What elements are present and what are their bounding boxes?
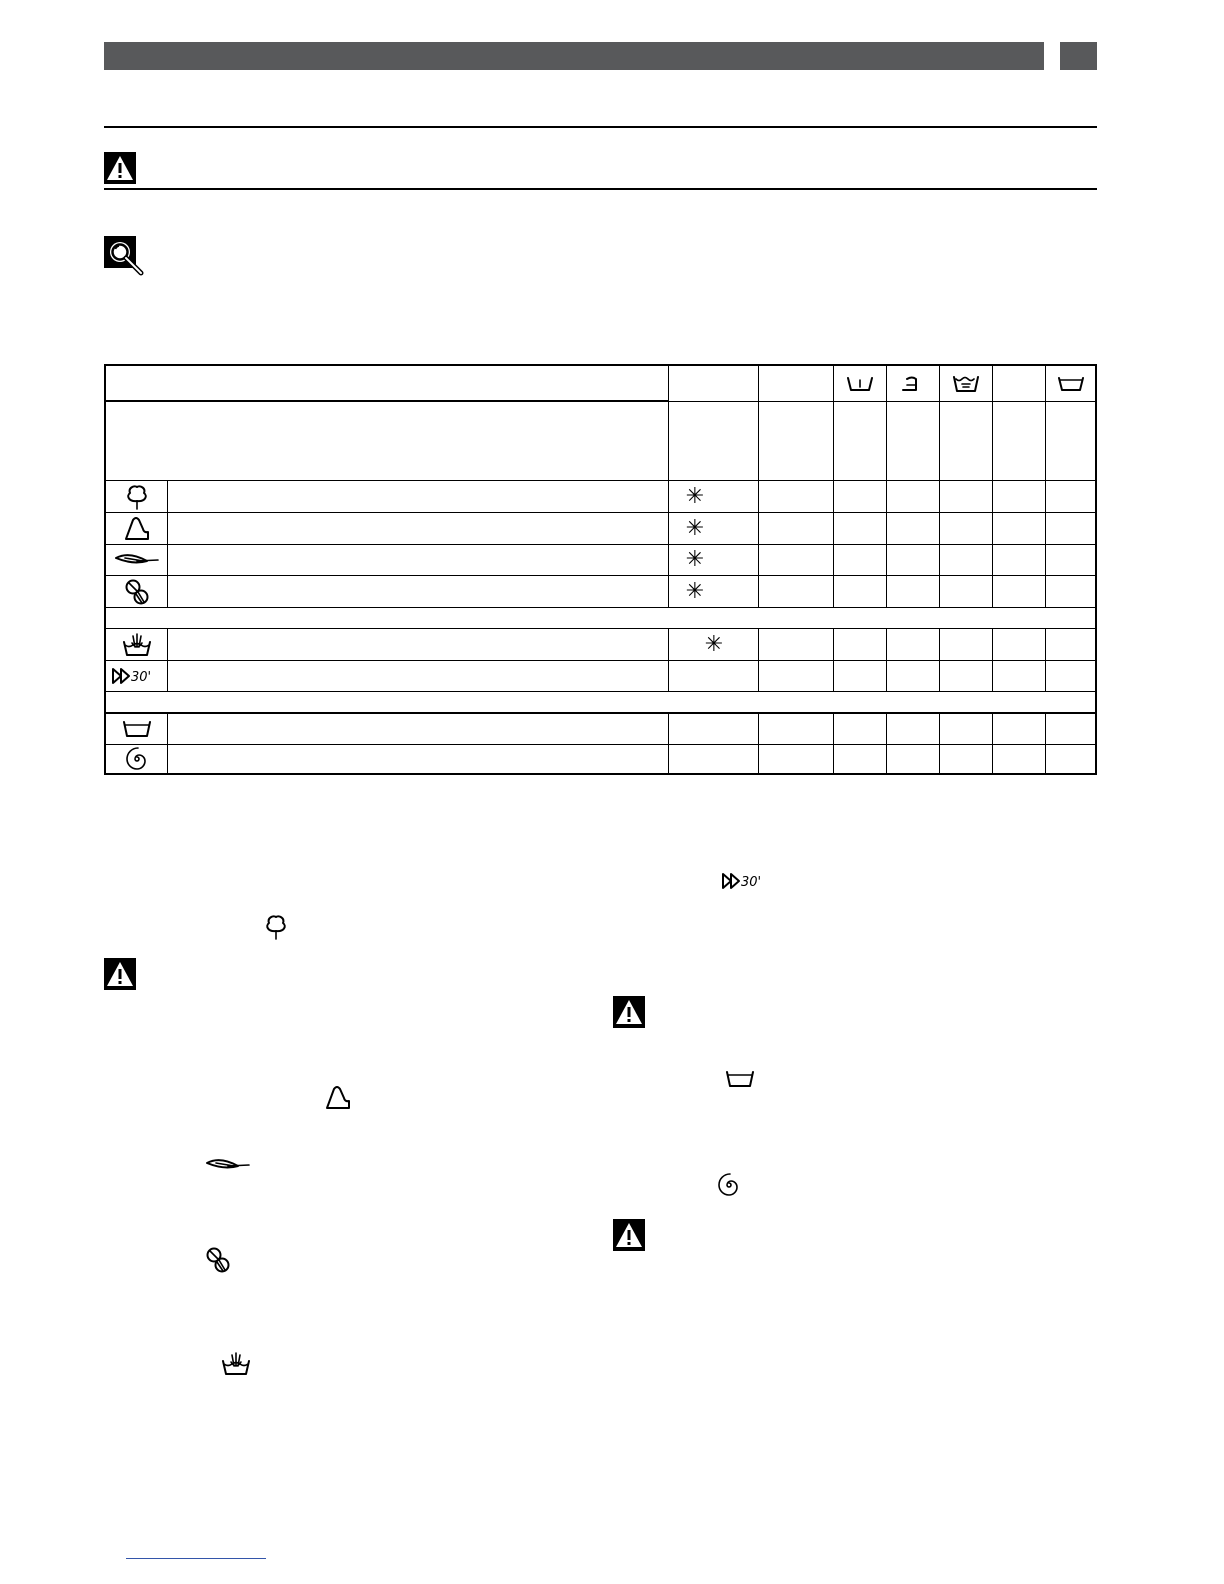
- table-rule: [939, 628, 940, 691]
- wool-star-mark: ✳: [685, 578, 705, 604]
- hand-wash-icon: [222, 1352, 250, 1376]
- table-rule: [833, 712, 834, 773]
- synthetics-icon: [106, 513, 167, 544]
- page-number-tab: [1060, 42, 1097, 70]
- table-rule: [758, 366, 759, 607]
- warning-triangle-icon: [613, 996, 645, 1028]
- table-rule: [758, 712, 759, 773]
- table-rule: [167, 480, 168, 607]
- magnifier-icon: [104, 236, 144, 276]
- table-rule: [167, 712, 168, 773]
- delicates-feather-icon: [206, 1158, 250, 1172]
- synthetics-icon: [325, 1086, 351, 1110]
- table-rule: [106, 512, 1095, 513]
- footnote-rule: [126, 1558, 266, 1559]
- table-rule: [1045, 366, 1046, 607]
- warning-triangle-icon: [104, 152, 136, 184]
- table-rule: [106, 628, 1095, 629]
- wool-ball-icon: [205, 1246, 231, 1274]
- quick-30-label: 30': [130, 670, 151, 685]
- wash-tub-icon: [834, 366, 886, 401]
- cotton-star-mark: ✳: [685, 483, 705, 509]
- table-rule: [106, 400, 668, 402]
- table-rule: [886, 712, 887, 773]
- table-rule: [668, 712, 669, 773]
- prewash-icon: [887, 366, 939, 401]
- rinse-tub-icon: [726, 1070, 754, 1088]
- table-rule: [939, 712, 940, 773]
- table-rule: [167, 628, 168, 691]
- quick-30-icon: [106, 661, 167, 691]
- rinse-tub-icon: [106, 713, 167, 744]
- quick-30-icon: [722, 873, 772, 889]
- section-rule-top: [104, 126, 1097, 128]
- synthetics-star-mark: ✳: [685, 515, 705, 541]
- table-rule: [106, 712, 1095, 714]
- table-rule: [992, 628, 993, 691]
- table-rule: [939, 366, 940, 607]
- spin-spiral-icon: [717, 1173, 741, 1197]
- table-rule: [992, 366, 993, 607]
- table-rule: [668, 628, 669, 691]
- table-rule: [106, 660, 1095, 661]
- spin-spiral-icon: [106, 745, 167, 773]
- table-rule: [668, 401, 1095, 402]
- quick-30-label: 30': [741, 875, 762, 890]
- table-rule: [833, 366, 834, 607]
- table-rule: [106, 480, 1095, 481]
- section-rule-bottom: [104, 188, 1097, 190]
- table-rule: [106, 544, 1095, 545]
- delicates-feather-icon: [106, 545, 167, 575]
- wool-ball-icon: [106, 576, 167, 607]
- delicates-star-mark: ✳: [685, 547, 705, 572]
- cotton-flower-icon: [106, 481, 167, 512]
- table-rule: [833, 628, 834, 691]
- table-rule: [1045, 628, 1046, 691]
- warning-triangle-icon: [104, 958, 136, 990]
- table-rule: [106, 744, 1095, 745]
- hand-wash-icon: [106, 629, 167, 660]
- table-rule: [886, 628, 887, 691]
- hand-wash-star-mark: ✳: [704, 631, 724, 657]
- table-rule: [106, 691, 1095, 692]
- table-rule: [758, 628, 759, 691]
- table-rule: [992, 712, 993, 773]
- wash-tub-icon: [1046, 366, 1095, 401]
- gentle-wash-icon: [940, 366, 992, 401]
- warning-triangle-icon: [613, 1219, 645, 1251]
- cotton-flower-icon: [264, 914, 288, 940]
- table-rule: [886, 366, 887, 607]
- table-rule: [106, 607, 1095, 608]
- page-header-bar: [104, 42, 1044, 70]
- table-rule: [106, 575, 1095, 576]
- table-rule: [1045, 712, 1046, 773]
- programme-table: [104, 364, 1097, 775]
